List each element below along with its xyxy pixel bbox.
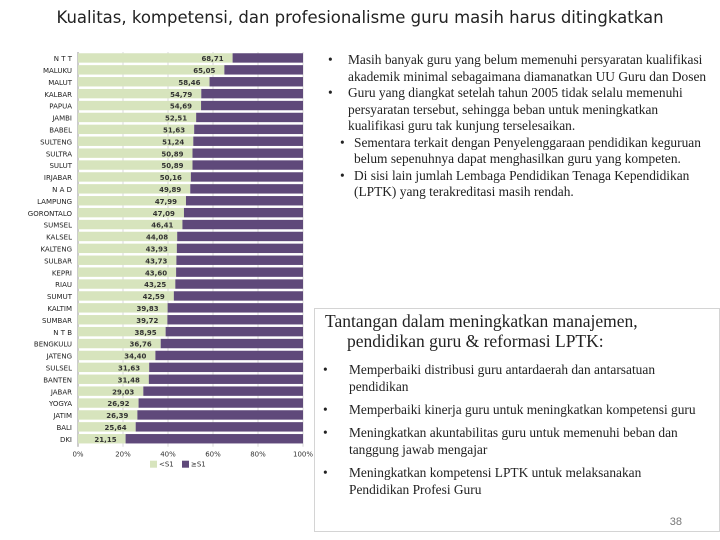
bullet-text: Masih banyak guru yang belum memenuhi persyaratan kualifikasi akademik minimal sebagaimana diamanatkan UU Guru dan Dosen bbox=[348, 52, 707, 84]
category-label: YOGYA bbox=[49, 400, 72, 409]
bar-s1-above bbox=[126, 434, 303, 443]
data-label: 50,89 bbox=[161, 162, 184, 171]
bar-s1-above bbox=[143, 386, 303, 395]
data-label: 21,15 bbox=[94, 435, 117, 444]
challenges-title-line1: Tantangan dalam meningkatkan manajemen, bbox=[325, 311, 638, 331]
category-label: MALUT bbox=[48, 78, 72, 87]
data-label: 46,41 bbox=[151, 221, 174, 230]
bullet-item bbox=[322, 168, 712, 201]
bar-s1-above bbox=[233, 53, 303, 62]
bar-s1-above bbox=[167, 315, 303, 324]
bar-s1-above bbox=[177, 232, 303, 241]
bar-s1-above bbox=[161, 339, 303, 348]
bullet-item bbox=[322, 85, 712, 135]
bullet-item bbox=[322, 52, 712, 85]
bullet-text: Meningkatkan akuntabilitas guru untuk memenuhi beban dan tanggung jawab mengajar bbox=[349, 425, 678, 457]
bar-s1-above bbox=[186, 196, 303, 205]
category-label: SULBAR bbox=[44, 257, 72, 266]
bar-s1-above bbox=[139, 398, 303, 407]
data-label: 51,63 bbox=[163, 126, 186, 135]
data-label: 44,08 bbox=[146, 233, 169, 242]
bullet-item bbox=[315, 401, 699, 418]
data-label: 54,79 bbox=[170, 90, 193, 99]
category-label: SUMBAR bbox=[41, 316, 72, 325]
bar-s1-above bbox=[193, 148, 303, 157]
x-tick-label: 60% bbox=[205, 450, 221, 459]
bar-s1-above bbox=[182, 220, 303, 229]
legend-swatch bbox=[150, 461, 157, 468]
data-label: 50,89 bbox=[161, 150, 184, 159]
bullet-item bbox=[315, 361, 699, 395]
bullet-icon: • bbox=[340, 167, 345, 183]
bullet-text: Memperbaiki distribusi guru antardaerah dan antarsatuan pendidikan bbox=[349, 362, 656, 394]
bar-s1-above bbox=[190, 184, 303, 193]
x-tick-label: 100% bbox=[292, 450, 314, 459]
bullet-icon: • bbox=[328, 52, 333, 67]
data-label: 58,46 bbox=[178, 78, 201, 87]
data-label: 36,76 bbox=[129, 340, 152, 349]
bullet-item bbox=[322, 135, 712, 168]
data-label: 49,89 bbox=[159, 185, 182, 194]
category-label: KALSEL bbox=[46, 233, 72, 242]
category-label: SULUT bbox=[49, 162, 72, 171]
legend-label: ≥S1 bbox=[191, 460, 206, 469]
data-label: 38,95 bbox=[134, 328, 157, 337]
category-label: MALUKU bbox=[42, 66, 72, 75]
category-label: PAPUA bbox=[49, 102, 72, 111]
x-tick-label: 40% bbox=[160, 450, 176, 459]
category-label: RIAU bbox=[55, 281, 72, 290]
bar-s1-above bbox=[194, 125, 303, 134]
category-label: GORONTALO bbox=[27, 209, 72, 218]
bar-s1-above bbox=[174, 291, 303, 300]
bullet-text: Memperbaiki kinerja guru untuk meningkatkan kompetensi guru bbox=[349, 402, 696, 417]
bar-s1-above bbox=[166, 327, 303, 336]
category-label: BABEL bbox=[49, 126, 72, 135]
category-label: N A D bbox=[52, 185, 72, 194]
category-label: KALBAR bbox=[44, 90, 72, 99]
bar-s1-above bbox=[155, 351, 303, 360]
bullet-text: Di sisi lain jumlah Lembaga Pendidikan Tenaga Kependidikan (LPTK) yang terakreditasi masih rendah. bbox=[354, 167, 690, 199]
bar-s1-above bbox=[201, 89, 303, 98]
x-tick-label: 80% bbox=[250, 450, 266, 459]
category-label: BANTEN bbox=[43, 376, 72, 385]
bar-s1-above bbox=[210, 77, 303, 86]
bullet-icon: • bbox=[328, 85, 333, 100]
bullet-icon: • bbox=[323, 465, 328, 480]
category-label: SULSEL bbox=[45, 364, 72, 373]
bar-s1-above bbox=[184, 208, 303, 217]
challenges-box bbox=[314, 308, 720, 532]
category-label: JAMBI bbox=[52, 114, 72, 123]
data-label: 26,92 bbox=[107, 400, 130, 409]
bar-s1-above bbox=[193, 137, 303, 146]
category-label: SUMSEL bbox=[43, 221, 72, 230]
challenges-title-line2: pendidikan guru & reformasi LPTK: bbox=[347, 331, 604, 351]
category-label: SULTENG bbox=[40, 138, 72, 147]
data-label: 47,99 bbox=[154, 197, 177, 206]
data-label: 31,63 bbox=[118, 364, 141, 373]
challenges-title bbox=[315, 311, 719, 351]
category-label: BENGKULU bbox=[33, 340, 72, 349]
data-label: 43,73 bbox=[145, 257, 168, 266]
bullet-text: Sementara terkait dengan Penyelenggaraan pendidikan keguruan belum sepenuhnya dapat menghasilkan guru yang kompeten. bbox=[354, 134, 701, 166]
category-label: SUMUT bbox=[46, 293, 72, 302]
slide-title: Kualitas, kompetensi, dan profesionalisme guru masih harus ditingkatkan bbox=[56, 8, 664, 27]
data-label: 54,69 bbox=[169, 102, 193, 111]
data-label: 68,71 bbox=[201, 55, 224, 64]
bar-s1-above bbox=[136, 422, 303, 431]
data-label: 52,51 bbox=[164, 114, 188, 123]
data-label: 43,93 bbox=[145, 245, 168, 254]
bullet-icon: • bbox=[323, 425, 328, 440]
category-label: N T T bbox=[53, 55, 72, 64]
bar-s1-above bbox=[193, 160, 303, 169]
bullet-item bbox=[315, 424, 699, 458]
bar-s1-above bbox=[176, 267, 303, 276]
bar-s1-above bbox=[175, 279, 303, 288]
legend-label: <S1 bbox=[159, 460, 174, 469]
category-label: BALI bbox=[56, 423, 72, 432]
legend-swatch bbox=[182, 461, 189, 468]
chart-category-labels bbox=[28, 55, 73, 444]
category-label: SULTRA bbox=[45, 150, 72, 159]
top-bullet-list bbox=[322, 52, 712, 201]
data-label: 42,59 bbox=[142, 293, 165, 302]
category-label: DKI bbox=[59, 435, 72, 444]
category-label: N T B bbox=[53, 328, 72, 337]
bar-s1-above bbox=[168, 303, 303, 312]
x-tick-label: 20% bbox=[115, 450, 131, 459]
data-label: 43,60 bbox=[144, 269, 168, 278]
data-label: 51,24 bbox=[162, 138, 185, 147]
category-label: LAMPUNG bbox=[37, 197, 72, 206]
data-label: 43,25 bbox=[144, 281, 167, 290]
data-label: 50,16 bbox=[159, 174, 182, 183]
bar-s1-above bbox=[196, 113, 303, 122]
bullet-text: Guru yang diangkat setelah tahun 2005 tidak selalu memenuhi persyaratan tersebut, sehingga beban untuk meningkatkan kualifikasi guru tak kunjung terselesaikan. bbox=[348, 85, 683, 133]
data-label: 39,72 bbox=[136, 316, 159, 325]
category-label: JATIM bbox=[53, 412, 72, 421]
bullet-item bbox=[315, 464, 699, 498]
bar-s1-above bbox=[191, 172, 303, 181]
page-number: 38 bbox=[669, 516, 682, 528]
category-label: KALTIM bbox=[47, 304, 72, 313]
x-tick-label: 0% bbox=[72, 450, 84, 459]
bar-s1-above bbox=[176, 256, 303, 265]
bar-s1-above bbox=[177, 244, 303, 253]
bullet-text: Meningkatkan kompetensi LPTK untuk melaksanakan Pendidikan Profesi Guru bbox=[349, 465, 642, 497]
category-label: JABAR bbox=[50, 388, 72, 397]
data-label: 34,40 bbox=[124, 352, 147, 361]
challenges-bullet-list bbox=[315, 361, 719, 498]
data-label: 26,39 bbox=[106, 412, 129, 421]
data-label: 31,48 bbox=[117, 376, 140, 385]
bar-s1-above bbox=[137, 410, 303, 419]
chart-x-ticks bbox=[72, 451, 313, 459]
bullet-icon: • bbox=[323, 362, 328, 377]
category-label: KALTENG bbox=[40, 245, 72, 254]
bar-s1-above bbox=[224, 65, 303, 74]
bar-s1-above bbox=[149, 363, 303, 372]
category-label: IRJABAR bbox=[43, 174, 72, 183]
category-label: JATENG bbox=[46, 352, 72, 361]
data-label: 29,03 bbox=[112, 388, 135, 397]
bullet-icon: • bbox=[340, 134, 345, 150]
data-label: 65,05 bbox=[193, 66, 216, 75]
bar-s1-above bbox=[149, 375, 303, 384]
bar-s1-above bbox=[201, 101, 303, 110]
chart-bars bbox=[78, 53, 303, 443]
data-label: 47,09 bbox=[152, 209, 175, 218]
qualification-chart bbox=[0, 48, 314, 476]
data-label: 39,83 bbox=[136, 304, 159, 313]
bullet-icon: • bbox=[323, 402, 328, 417]
chart-legend bbox=[150, 461, 206, 469]
data-label: 25,64 bbox=[104, 423, 127, 432]
category-label: KEPRI bbox=[51, 269, 72, 278]
